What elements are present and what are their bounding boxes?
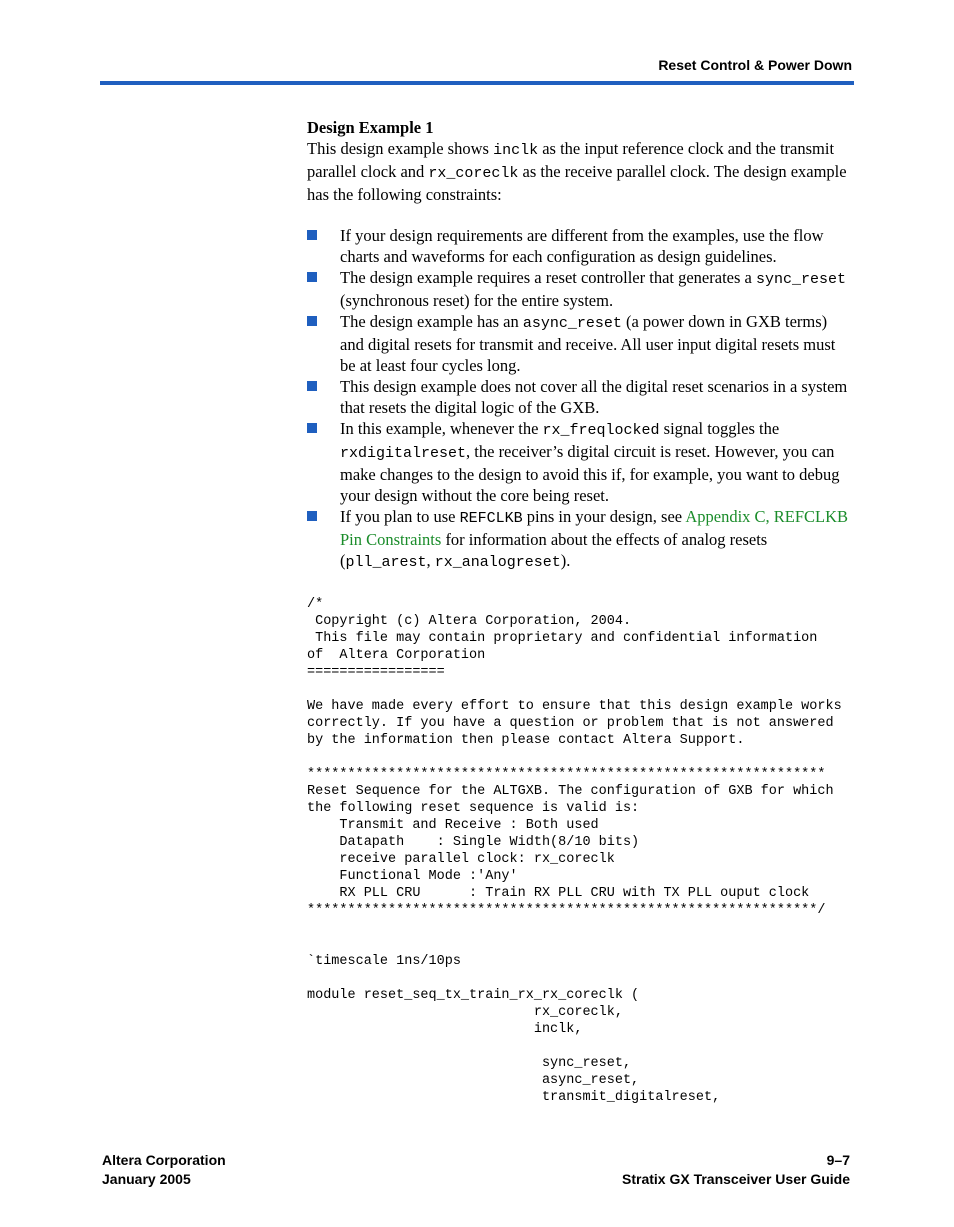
inline-code: sync_reset <box>755 271 846 288</box>
inline-code: inclk <box>493 142 539 159</box>
list-item-text: If your design requirements are different from the examples, use the flow charts and waveforms for each configuration as design guidelines. <box>340 226 824 266</box>
footer-left <box>102 1151 226 1189</box>
list-item-text: for information about the effects of analog resets ( <box>340 530 768 570</box>
list-item-text: (synchronous reset) for the entire system. <box>340 291 614 310</box>
inline-code: rxdigitalreset <box>340 445 467 462</box>
square-bullet-icon <box>307 316 317 326</box>
square-bullet-icon <box>307 423 317 433</box>
inline-code: rx_coreclk <box>428 165 519 182</box>
list-item-text: ). <box>560 551 571 570</box>
section-heading: Design Example 1 <box>307 118 434 137</box>
list-item-text: If you plan to use <box>340 507 460 526</box>
page-number: 9–7 <box>826 1152 850 1168</box>
list-item-text: This design example does not cover all the digital reset scenarios in a system that resets the digital logic of the GXB. <box>340 377 848 417</box>
constraints-list <box>307 225 852 573</box>
list-item-text: , the receiver’s digital circuit is reset. However, you can make changes to the design to avoid this if, for example, you want to debug your design without the core being reset. <box>340 442 840 505</box>
list-item-text: The design example has an <box>340 312 523 331</box>
list-item-text: pins in your design, see <box>522 507 686 526</box>
square-bullet-icon <box>307 381 317 391</box>
running-header: Reset Control & Power Down <box>658 57 852 73</box>
list-item-text: (a power down in GXB terms) and digital resets for transmit and receive. All user input digital resets must be at least four cycles long. <box>340 312 836 375</box>
square-bullet-icon <box>307 511 317 521</box>
list-item-text: The design example requires a reset controller that generates a <box>340 268 756 287</box>
intro-paragraph <box>307 138 852 205</box>
list-item <box>307 418 852 506</box>
footer-date: January 2005 <box>102 1171 191 1187</box>
footer-right <box>622 1151 850 1189</box>
square-bullet-icon <box>307 272 317 282</box>
list-item <box>307 376 852 418</box>
square-bullet-icon <box>307 230 317 240</box>
inline-code: rx_freqlocked <box>542 422 660 439</box>
footer-company: Altera Corporation <box>102 1152 226 1168</box>
list-item <box>307 225 852 267</box>
intro-text: as the input reference clock and the transmit parallel clock and <box>307 139 835 181</box>
list-item-text: signal toggles the <box>659 419 780 438</box>
intro-text: as the receive parallel clock. The design example has the following constraints: <box>307 162 847 204</box>
intro-text: This design example shows <box>307 139 494 158</box>
list-item-text: In this example, whenever the <box>340 419 543 438</box>
list-item-text: , <box>426 551 435 570</box>
header-rule <box>100 81 854 85</box>
list-item <box>307 267 852 311</box>
footer-guide-title: Stratix GX Transceiver User Guide <box>622 1171 850 1187</box>
verilog-code-block: /* Copyright (c) Altera Corporation, 2004. This file may contain proprietary and confidential information of Altera Corporation ================= We have made every effort to ensure that this design example works correctly. If you have a question or problem that is not answered by the information then please contact Altera Support. **************************************************************** Reset Sequence for the ALTGXB. The configuration of GXB for which the following reset sequence is valid is: Transmit and Receive : Both used Datapath : Single Width(8/10 bits) receive parallel clock: rx_coreclk Functional Mode :'Any' RX PLL CRU : Train RX PLL CRU with TX PLL ouput clock ***************************************************************/ `timescale 1ns/10ps module reset_seq_tx_train_rx_rx_coreclk ( rx_coreclk, inclk, sync_reset, async_reset, transmit_digitalreset, <box>307 597 842 1105</box>
inline-code: rx_analogreset <box>434 554 561 571</box>
list-item <box>307 506 852 573</box>
main-content <box>307 117 852 573</box>
appendix-c-link[interactable]: Appendix C, REFCLKB Pin Constraints <box>340 507 849 549</box>
inline-code: REFCLKB <box>459 510 523 527</box>
list-item <box>307 311 852 376</box>
inline-code: pll_arest <box>345 554 427 571</box>
inline-code: async_reset <box>522 315 622 332</box>
